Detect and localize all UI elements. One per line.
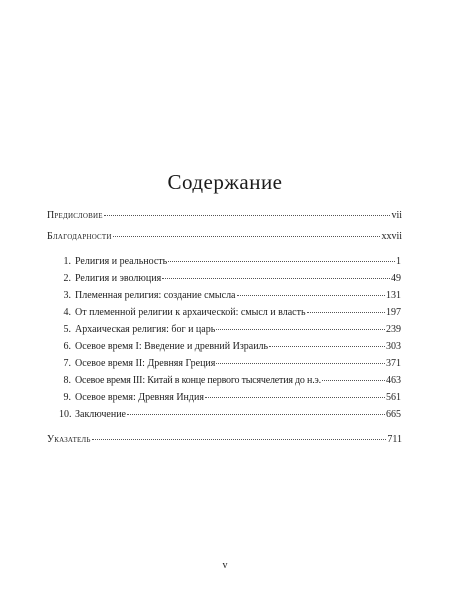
entry-page: vii [391,210,402,221]
chapter-number: 8. [63,375,71,386]
chapter-number: 3. [63,290,71,301]
entry-page: 711 [387,434,402,445]
entry-page: 371 [386,358,401,369]
toc-entry-chapter-7[interactable] [59,358,401,372]
toc-entry-chapter-3[interactable] [59,290,401,304]
entry-label: Благодарности [47,231,112,242]
chapter-number: 4. [63,307,71,318]
toc-title: Содержание [167,170,283,194]
dot-leader [307,312,385,313]
chapter-number: 10. [59,409,72,420]
entry-page: 197 [386,307,401,318]
chapter-number: 1. [63,256,71,267]
entry-page: 131 [386,290,401,301]
toc-entry-chapter-10[interactable] [59,409,401,423]
dot-leader [269,346,385,347]
entry-page: 1 [396,256,401,267]
chapter-number: 5. [63,324,71,335]
entry-label: От племенной религии к архаической: смысл и власть [75,307,306,318]
dot-leader [168,261,395,262]
toc-entry-chapter-2[interactable] [59,273,401,287]
dot-leader [216,329,385,330]
entry-label: Предисловие [47,210,103,221]
dot-leader [216,363,385,364]
toc-entry-chapter-4[interactable] [59,307,401,321]
dot-leader [113,236,381,237]
chapter-number: 2. [63,273,71,284]
entry-label: Племенная религия: создание смысла [75,290,236,301]
entry-label: Указатель [47,434,91,445]
entry-page: 49 [391,273,401,284]
toc-entry-chapter-6[interactable] [59,341,401,355]
toc-entry-chapter-8[interactable] [59,375,401,389]
entry-page: 239 [386,324,401,335]
entry-label: Осевое время I: Введение и древний Израиль [75,341,269,352]
dot-leader [322,380,385,381]
toc-entry-preface[interactable] [47,210,402,224]
chapter-number: 9. [63,392,71,403]
dot-leader [162,278,390,279]
entry-label: Осевое время II: Древняя Греция [75,358,216,369]
toc-entry-acknowledgements[interactable] [47,231,402,245]
toc-entry-index[interactable] [47,434,402,448]
entry-page: 463 [386,375,401,386]
entry-page: 665 [386,409,401,420]
dot-leader [205,397,385,398]
page-number: v [222,560,228,571]
entry-page: 561 [386,392,401,403]
chapter-number: 6. [63,341,71,352]
dot-leader [104,215,391,216]
entry-label: Осевое время: Древняя Индия [75,392,204,403]
entry-page: 303 [386,341,401,352]
entry-page: xxvii [381,231,402,242]
entry-label: Религия и реальность [75,256,168,267]
chapter-number: 7. [63,358,71,369]
dot-leader [237,295,386,296]
dot-leader [92,439,387,440]
entry-label: Религия и эволюция [75,273,162,284]
toc-entry-chapter-1[interactable] [59,256,401,270]
dot-leader [127,414,385,415]
entry-label: Осевое время III: Китай в конце первого тысячелетия до н.э. [75,375,321,386]
entry-label: Архаическая религия: бог и царь [75,324,216,335]
toc-entry-chapter-9[interactable] [59,392,401,406]
entry-label: Заключение [75,409,126,420]
toc-entry-chapter-5[interactable] [59,324,401,338]
